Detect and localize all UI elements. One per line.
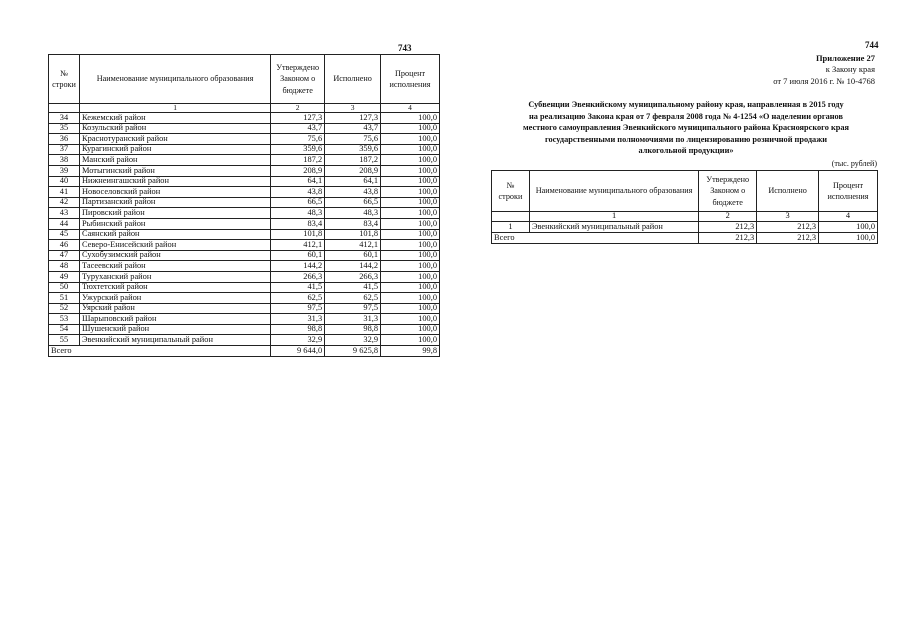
total-executed: 9 625,8 [325,346,381,357]
municipality-name: Шушенский район [79,324,270,335]
municipality-name: Тюхтетский район [79,282,270,293]
approved-value: 60,1 [271,250,325,261]
executed-value: 412,1 [325,240,381,251]
row-number: 55 [49,335,80,346]
approved-value: 66,5 [271,197,325,208]
table-row [49,218,440,229]
column-number-blank [49,104,80,113]
percent-value: 100,0 [381,282,440,293]
percent-value: 100,0 [381,176,440,187]
header-executed: Исполнено [325,55,381,104]
title-line: на реализацию Закона края от 7 февраля 2008 года № 4-1254 «О наделении органов [529,111,843,121]
table-row [49,176,440,187]
executed-value: 208,9 [325,165,381,176]
header-percent: Процент исполнения [381,55,440,104]
municipality-name: Северо-Енисейский район [79,240,270,251]
header-row-number: № строки [492,171,530,212]
table-row [49,335,440,346]
approved-value: 127,3 [271,113,325,124]
municipality-name: Туруханский район [79,271,270,282]
table-row [49,187,440,198]
row-number: 48 [49,261,80,272]
percent-value: 100,0 [819,222,878,233]
executed-value: 266,3 [325,271,381,282]
table-row [49,123,440,134]
row-number: 40 [49,176,80,187]
header-approved: Утверждено Законом о бюджете [271,55,325,104]
total-row [492,233,878,244]
executed-value: 48,3 [325,208,381,219]
column-number: 1 [79,104,270,113]
percent-value: 100,0 [381,197,440,208]
executed-value: 212,3 [757,222,819,233]
row-number: 51 [49,293,80,304]
header-percent: Процент исполнения [819,171,878,212]
table-row [49,261,440,272]
percent-value: 100,0 [381,293,440,304]
row-number: 34 [49,113,80,124]
municipality-name: Ужурский район [79,293,270,304]
table-row [49,165,440,176]
row-number: 42 [49,197,80,208]
approved-value: 83,4 [271,218,325,229]
appendix-title: Приложение 27 [815,53,875,63]
municipality-name: Саянский район [79,229,270,240]
executed-value: 127,3 [325,113,381,124]
title-line: государственными полномочиями по лицензированию розничной продажи [544,134,828,144]
executed-value: 101,8 [325,229,381,240]
row-number: 43 [49,208,80,219]
page-number-right: 744 [865,40,879,50]
municipality-name: Эвенкийский муниципальный район [529,222,698,233]
table-row [49,134,440,145]
column-number: 2 [699,212,757,222]
column-number: 2 [271,104,325,113]
table-row [49,282,440,293]
title-line: местного самоуправления Эвенкийского муниципального района Красноярского края [523,123,849,133]
municipality-name: Кежемский район [79,113,270,124]
approved-value: 43,7 [271,123,325,134]
executed-value: 60,1 [325,250,381,261]
table-row [49,324,440,335]
approved-value: 266,3 [271,271,325,282]
municipality-name: Козульский район [79,123,270,134]
column-number-row [49,104,440,113]
executed-value: 43,7 [325,123,381,134]
approved-value: 75,6 [271,134,325,145]
municipality-name: Пировский район [79,208,270,219]
table-row [49,229,440,240]
column-number: 3 [325,104,381,113]
row-number: 54 [49,324,80,335]
total-percent: 100,0 [819,233,878,244]
executed-value: 98,8 [325,324,381,335]
executed-value: 31,3 [325,314,381,325]
percent-value: 100,0 [381,134,440,145]
appendix-law: к Закону края [825,64,875,75]
approved-value: 412,1 [271,240,325,251]
row-number: 41 [49,187,80,198]
row-number: 52 [49,303,80,314]
row-number: 37 [49,144,80,155]
row-number: 38 [49,155,80,166]
municipality-name: Нижнеингашский район [79,176,270,187]
executed-value: 64,1 [325,176,381,187]
table-row [49,240,440,251]
header-municipality: Наименование муниципального образования [79,55,270,104]
percent-value: 100,0 [381,240,440,251]
executed-value: 359,6 [325,144,381,155]
total-executed: 212,3 [757,233,819,244]
executed-value: 41,5 [325,282,381,293]
executed-value: 66,5 [325,197,381,208]
approved-value: 187,2 [271,155,325,166]
total-label: Всего [492,233,699,244]
appendix-date: от 7 июля 2016 г. № 10-4768 [773,75,875,86]
total-approved: 9 644,0 [271,346,325,357]
left-table-body [49,113,440,346]
municipality-name: Шарыповский район [79,314,270,325]
percent-value: 100,0 [381,229,440,240]
municipality-name: Эвенкийский муниципальный район [79,335,270,346]
table-row [49,250,440,261]
percent-value: 100,0 [381,324,440,335]
percent-value: 100,0 [381,218,440,229]
table-row [49,113,440,124]
municipality-name: Тасеевский район [79,261,270,272]
table-header-row [492,171,878,212]
executed-value: 32,9 [325,335,381,346]
percent-value: 100,0 [381,314,440,325]
row-number: 53 [49,314,80,325]
percent-value: 100,0 [381,187,440,198]
approved-value: 41,5 [271,282,325,293]
municipality-name: Мотыгинский район [79,165,270,176]
percent-value: 100,0 [381,208,440,219]
percent-value: 100,0 [381,303,440,314]
approved-value: 97,5 [271,303,325,314]
row-number: 46 [49,240,80,251]
percent-value: 100,0 [381,261,440,272]
table-header-row [49,55,440,104]
approved-value: 62,5 [271,293,325,304]
column-number: 1 [529,212,698,222]
table-row [49,271,440,282]
municipality-name: Манский район [79,155,270,166]
executed-value: 83,4 [325,218,381,229]
row-number: 39 [49,165,80,176]
column-number: 4 [819,212,878,222]
approved-value: 208,9 [271,165,325,176]
approved-value: 359,6 [271,144,325,155]
approved-value: 32,9 [271,335,325,346]
approved-value: 43,8 [271,187,325,198]
approved-value: 212,3 [699,222,757,233]
approved-value: 31,3 [271,314,325,325]
executed-value: 97,5 [325,303,381,314]
row-number: 1 [492,222,530,233]
municipality-name: Партизанский район [79,197,270,208]
approved-value: 64,1 [271,176,325,187]
header-executed: Исполнено [757,171,819,212]
row-number: 44 [49,218,80,229]
percent-value: 100,0 [381,271,440,282]
row-number: 50 [49,282,80,293]
table-row [492,222,878,233]
municipality-name: Сухобузимский район [79,250,270,261]
executed-value: 144,2 [325,261,381,272]
table-row [49,208,440,219]
percent-value: 100,0 [381,335,440,346]
executed-value: 62,5 [325,293,381,304]
percent-value: 100,0 [381,123,440,134]
right-table-body [492,222,878,233]
appendix-block [773,53,875,87]
header-row-number: № строки [49,55,80,104]
title-line: алкогольной продукции» [638,146,734,156]
municipality-name: Новоселовский район [79,187,270,198]
approved-value: 144,2 [271,261,325,272]
executed-value: 75,6 [325,134,381,145]
row-number: 35 [49,123,80,134]
municipality-name: Уярский район [79,303,270,314]
percent-value: 100,0 [381,165,440,176]
percent-value: 100,0 [381,250,440,261]
column-number-blank [492,212,530,222]
percent-value: 100,0 [381,113,440,124]
row-number: 36 [49,134,80,145]
executed-value: 187,2 [325,155,381,166]
total-row [49,346,440,357]
header-approved: Утверждено Законом о бюджете [699,171,757,212]
column-number: 3 [757,212,819,222]
units-label: (тыс. рублей) [831,159,877,168]
percent-value: 100,0 [381,144,440,155]
approved-value: 48,3 [271,208,325,219]
municipality-name: Краснотуранский район [79,134,270,145]
table-row [49,197,440,208]
table-row [49,293,440,304]
table-row [49,144,440,155]
header-municipality: Наименование муниципального образования [529,171,698,212]
column-number: 4 [381,104,440,113]
municipality-name: Рыбинский район [79,218,270,229]
table-row [49,155,440,166]
right-budget-table [491,170,878,244]
document-title [500,99,872,157]
left-budget-table [48,54,440,357]
table-row [49,314,440,325]
municipality-name: Курагинский район [79,144,270,155]
column-number-row [492,212,878,222]
row-number: 45 [49,229,80,240]
total-label: Всего [49,346,271,357]
table-row [49,303,440,314]
title-line: Субвенции Эвенкийскому муниципальному району края, направленная в 2015 году [528,100,844,109]
approved-value: 98,8 [271,324,325,335]
page-number-left: 743 [398,43,412,53]
approved-value: 101,8 [271,229,325,240]
row-number: 47 [49,250,80,261]
executed-value: 43,8 [325,187,381,198]
total-percent: 99,8 [381,346,440,357]
row-number: 49 [49,271,80,282]
percent-value: 100,0 [381,155,440,166]
total-approved: 212,3 [699,233,757,244]
